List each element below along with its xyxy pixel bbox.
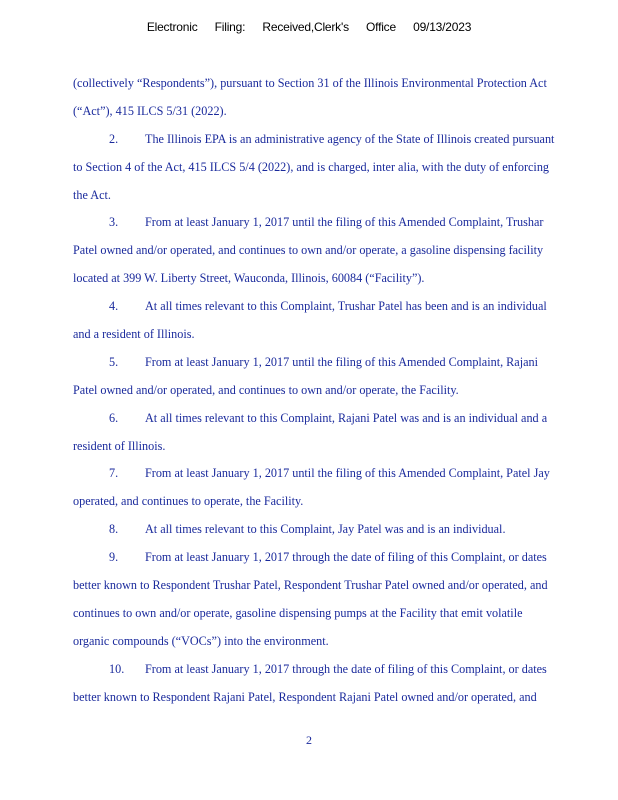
stamp-received: Received,Clerk's bbox=[262, 20, 349, 34]
paragraph-5-start bbox=[73, 349, 593, 377]
paragraph-7-start bbox=[73, 460, 593, 488]
text-line: The Illinois EPA is an administrative agency of the State of Illinois created pursuant bbox=[145, 131, 555, 146]
text-line: better known to Respondent Trushar Patel, Respondent Trushar Patel owned and/or operated, and bbox=[73, 578, 548, 593]
text-line: organic compounds (“VOCs”) into the environment. bbox=[73, 633, 329, 648]
paragraph-4-start bbox=[73, 293, 593, 321]
paragraph-number: 2. bbox=[109, 131, 119, 146]
paragraph-9-start bbox=[73, 544, 593, 572]
filing-stamp bbox=[0, 20, 618, 34]
paragraph-number: 9. bbox=[109, 550, 119, 565]
paragraph-number: 5. bbox=[109, 354, 119, 369]
text-line: operated, and continues to operate, the Facility. bbox=[73, 494, 304, 509]
paragraph-8-start bbox=[73, 516, 593, 544]
text-line: resident of Illinois. bbox=[73, 438, 166, 453]
text-line: From at least January 1, 2017 until the filing of this Amended Complaint, Rajani bbox=[145, 354, 538, 369]
text-line: At all times relevant to this Complaint, Rajani Patel was and is an individual and a bbox=[145, 410, 548, 425]
paragraph-number: 7. bbox=[109, 466, 119, 481]
text-line: the Act. bbox=[73, 187, 111, 202]
text-line: At all times relevant to this Complaint, Jay Patel was and is an individual. bbox=[145, 522, 506, 537]
paragraph-number: 6. bbox=[109, 410, 119, 425]
paragraph-number: 4. bbox=[109, 299, 119, 314]
stamp-filing: Filing: bbox=[214, 20, 246, 34]
paragraph-3-start bbox=[73, 209, 593, 237]
text-line: From at least January 1, 2017 through the date of filing of this Complaint, or dates bbox=[145, 550, 547, 565]
text-line: Patel owned and/or operated, and continues to own and/or operate, a gasoline dispensing facility bbox=[73, 243, 544, 258]
document-body bbox=[73, 70, 593, 711]
paragraph-2-start bbox=[73, 126, 593, 154]
text-line: (“Act”), 415 ILCS 5/31 (2022). bbox=[73, 103, 227, 118]
text-line: better known to Respondent Rajani Patel, Respondent Rajani Patel owned and/or operated, and bbox=[73, 689, 537, 704]
text-line: From at least January 1, 2017 until the filing of this Amended Complaint, Patel Jay bbox=[145, 466, 550, 481]
paragraph-number: 8. bbox=[109, 522, 119, 537]
text-line: to Section 4 of the Act, 415 ILCS 5/4 (2022), and is charged, inter alia, with the duty of enforcing bbox=[73, 159, 550, 174]
text-line: located at 399 W. Liberty Street, Wauconda, Illinois, 60084 (“Facility”). bbox=[73, 271, 425, 286]
paragraph-number: 10. bbox=[109, 661, 125, 676]
stamp-electronic: Electronic bbox=[146, 20, 198, 34]
text-line: At all times relevant to this Complaint, Trushar Patel has been and is an individual bbox=[145, 299, 547, 314]
text-line: Patel owned and/or operated, and continues to own and/or operate, the Facility. bbox=[73, 382, 459, 397]
paragraph-6-start bbox=[73, 405, 593, 433]
text-line: and a resident of Illinois. bbox=[73, 327, 195, 342]
page-number: 2 bbox=[306, 733, 312, 747]
stamp-office: Office bbox=[366, 20, 396, 34]
paragraph-number: 3. bbox=[109, 215, 119, 230]
text-line: (collectively “Respondents”), pursuant to Section 31 of the Illinois Environmental Protection Act bbox=[73, 76, 547, 90]
text-line: continues to own and/or operate, gasoline dispensing pumps at the Facility that emit volatile bbox=[73, 605, 523, 620]
stamp-date: 09/13/2023 bbox=[413, 20, 472, 34]
text-line: From at least January 1, 2017 through the date of filing of this Complaint, or dates bbox=[145, 661, 547, 676]
text-line: From at least January 1, 2017 until the filing of this Amended Complaint, Trushar bbox=[145, 215, 544, 230]
paragraph-10-start bbox=[73, 656, 593, 684]
